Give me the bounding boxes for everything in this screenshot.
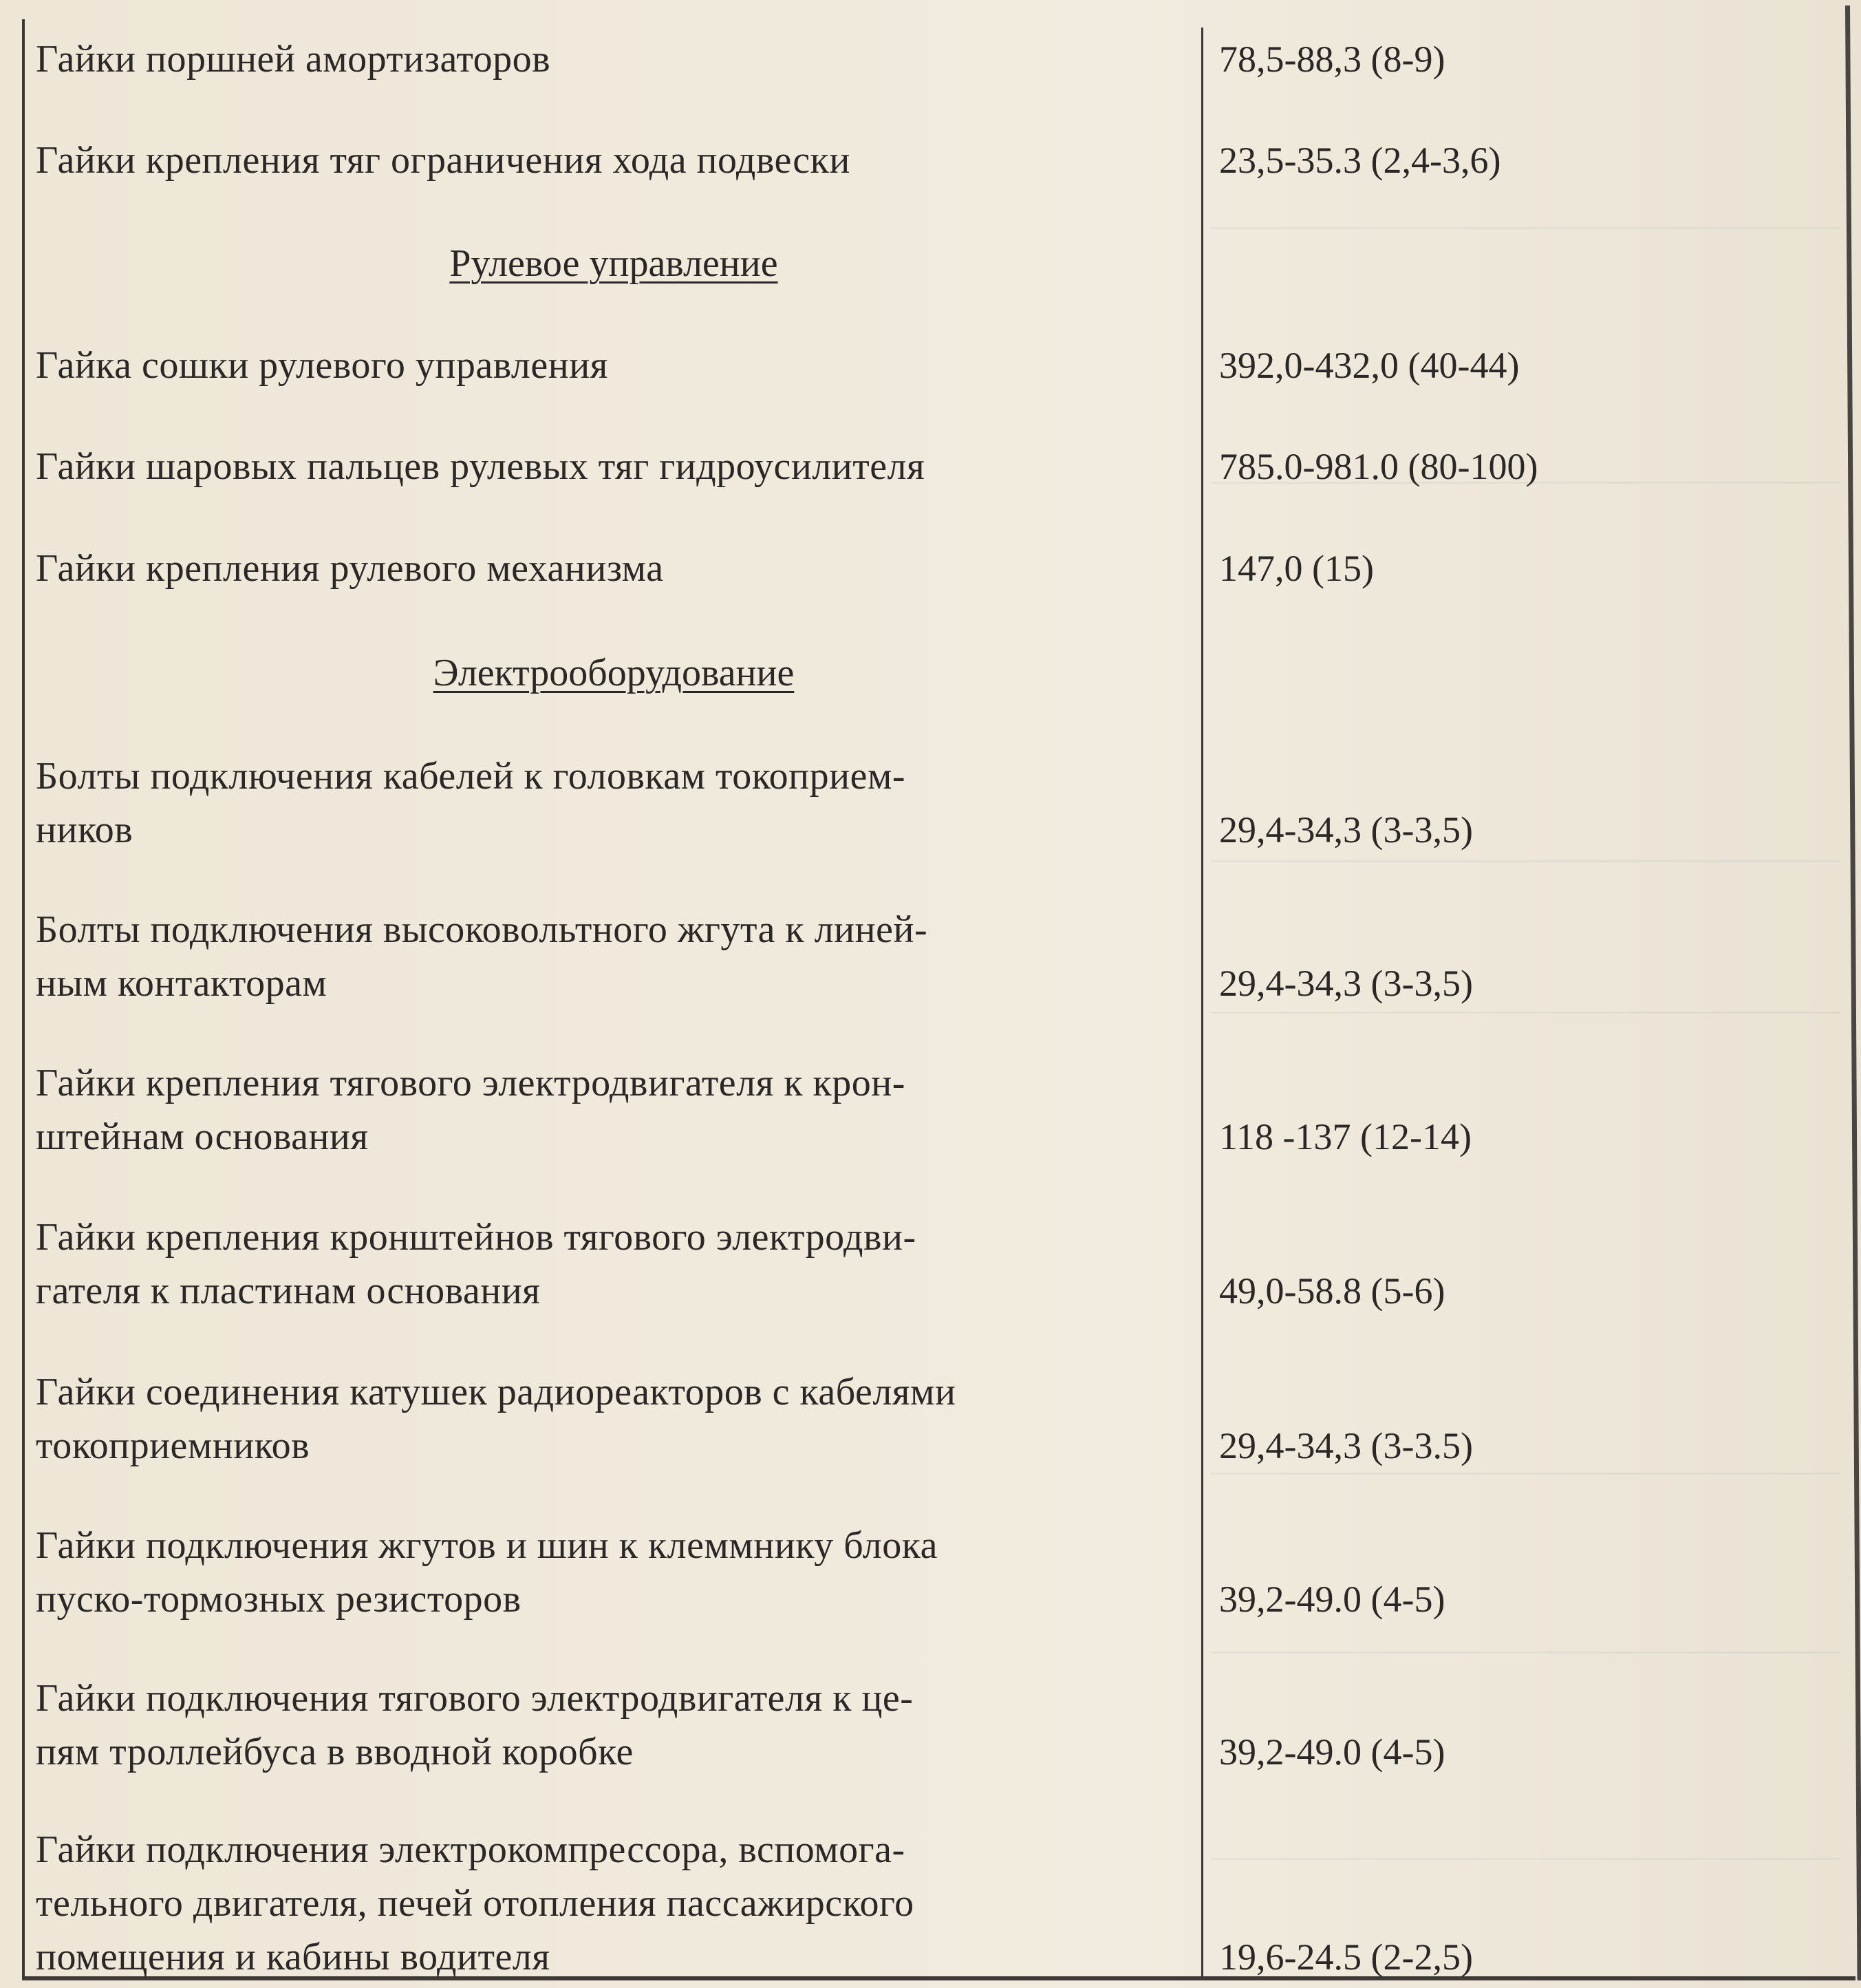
table-row-name: Гайки подключения тягового электродвигателя к це- xyxy=(36,1677,914,1720)
table-row-name-cont: ным контакторам xyxy=(36,962,327,1005)
section-heading-text: Рулевое управление xyxy=(449,242,778,285)
table-row-name: Болты подключения кабелей к головкам токоприем- xyxy=(36,755,906,798)
table-row-name: Гайки подключения жгутов и шин к клеммнику блока xyxy=(36,1524,938,1567)
table-row-name-cont: гателя к пластинам основания xyxy=(36,1270,541,1312)
bleed-through-line xyxy=(1211,1012,1840,1014)
bleed-through-line xyxy=(1211,860,1840,862)
table-row-name-cont: тельного двигателя, печей отопления пассажирского xyxy=(36,1882,914,1925)
table-row-value: 19,6-24.5 (2-2,5) xyxy=(1219,1936,1473,1978)
table-row-name-cont: помещения и кабины водителя xyxy=(36,1936,550,1978)
table-row-name-cont: пям троллейбуса в вводной коробке xyxy=(36,1731,634,1773)
table-row-value: 118 -137 (12-14) xyxy=(1219,1116,1472,1157)
table-row-name: Гайки поршней амортизаторов xyxy=(36,38,551,81)
table-row-name: Гайки подключения электрокомпрессора, вспомога- xyxy=(36,1828,905,1871)
bleed-through-line xyxy=(1211,227,1840,229)
table-border-left xyxy=(22,19,25,1980)
table-row-name-cont: штейнам основания xyxy=(36,1115,369,1158)
table-row-value: 29,4-34,3 (3-3,5) xyxy=(1219,809,1473,851)
table-row-value: 39,2-49.0 (4-5) xyxy=(1219,1579,1445,1620)
section-heading-electrical xyxy=(36,647,1192,699)
table-row-name: Гайки соединения катушек радиореакторов с кабелями xyxy=(36,1371,956,1413)
table-row-value: 78,5-88,3 (8-9) xyxy=(1219,39,1445,80)
table-row-name: Гайки крепления кронштейнов тягового электродви- xyxy=(36,1216,916,1259)
bleed-through-line xyxy=(1211,1652,1840,1654)
table-row-value: 29,4-34,3 (3-3,5) xyxy=(1219,963,1473,1004)
section-heading-steering xyxy=(36,237,1192,290)
table-row-value: 39,2-49.0 (4-5) xyxy=(1219,1731,1445,1773)
table-row-value: 29,4-34,3 (3-3.5) xyxy=(1219,1425,1473,1466)
table-row-name: Гайки крепления тягового электродвигателя к крон- xyxy=(36,1062,905,1104)
table-row-name: Гайки крепления тяг ограничения хода подвески xyxy=(36,139,850,182)
table-row-name: Гайки шаровых пальцев рулевых тяг гидроусилителя xyxy=(36,445,925,488)
table-row-name: Болты подключения высоковольтного жгута к линей- xyxy=(36,908,928,951)
table-row-value: 392,0-432,0 (40-44) xyxy=(1219,345,1520,386)
table-row-value: 49,0-58.8 (5-6) xyxy=(1219,1270,1445,1312)
table-row-name-cont: пуско-тормозных резисторов xyxy=(36,1578,521,1621)
section-heading-text: Электрооборудование xyxy=(433,652,795,694)
table-row-name-cont: токоприемников xyxy=(36,1424,310,1467)
table-row-value: 147,0 (15) xyxy=(1219,548,1374,589)
table-row-value: 785.0-981.0 (80-100) xyxy=(1219,446,1538,487)
table-row-name: Гайка сошки рулевого управления xyxy=(36,344,608,387)
table-column-divider xyxy=(1201,28,1203,1980)
bleed-through-line xyxy=(1211,1473,1840,1475)
table-row-value: 23,5-35.3 (2,4-3,6) xyxy=(1219,140,1501,181)
table-row-name-cont: ников xyxy=(36,809,133,851)
table-row-name: Гайки крепления рулевого механизма xyxy=(36,547,664,590)
bleed-through-line xyxy=(1211,1858,1840,1860)
